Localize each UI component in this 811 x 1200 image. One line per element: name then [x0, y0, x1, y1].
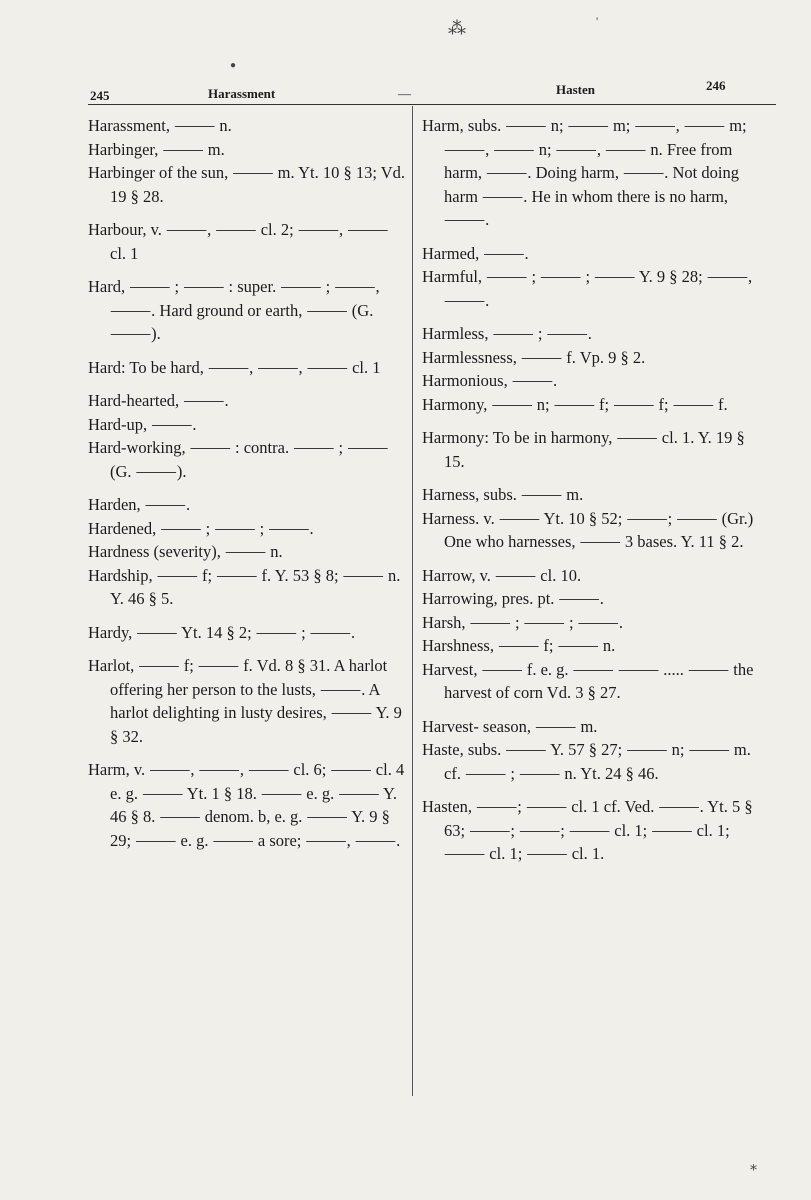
- entry-hardy: Hardy, ⸻ Yt. 14 § 2; ⸻ ; ⸻.: [88, 622, 356, 642]
- scan-speck: ●: [230, 60, 237, 71]
- entry-hardship: Hardship, ⸻ f; ⸻ f. Y. 53 § 8; ⸻ n. Y. 46 § 5.: [88, 565, 401, 608]
- entry-harassment: Harassment, ⸻ n.: [88, 116, 232, 135]
- entry-harvest-season: Harvest- season, ⸻ m.: [422, 716, 598, 736]
- header-dash: —: [398, 86, 411, 101]
- entry-hard-hearted: Hard-hearted, ⸻.: [88, 391, 229, 410]
- entry-harbinger-of-the-sun: Harbinger of the sun, ⸻ m. Yt. 10 § 13; Vd. 19 § 28.: [88, 163, 406, 206]
- guide-word-right: Hasten: [556, 82, 595, 97]
- guide-word-left: Harassment: [208, 86, 276, 101]
- entry-hardened: Hardened, ⸻ ; ⸻ ; ⸻.: [88, 518, 314, 538]
- entry-hard-to-be-hard: Hard: To be hard, ⸻, ⸻, ⸻ cl. 1: [88, 357, 381, 377]
- entry-harmful: Harmful, ⸻ ; ⸻ ; ⸻ Y. 9 § 28; ⸻, ⸻.: [422, 267, 753, 310]
- entry-harness-verb: Harness. v. ⸻ Yt. 10 § 52; ⸻; ⸻ (Gr.) One who harnesses, ⸻ 3 bases. Y. 11 § 2.: [422, 508, 754, 551]
- entry-hard-working: Hard-working, ⸻ : contra. ⸻ ; ⸻ (G. ⸻).: [88, 438, 389, 481]
- entry-harm-subs: Harm, subs. ⸻ n; ⸻ m; ⸻, ⸻ m; ⸻, ⸻ n; ⸻, ⸻ n. Free from harm, ⸻. Doing harm, ⸻. Not doing harm ⸻. He in whom there is no harm, ⸻.: [422, 116, 747, 229]
- entry-harness-subs: Harness, subs. ⸻ m.: [422, 485, 584, 504]
- header-rule: [88, 104, 776, 105]
- entry-harsh: Harsh, ⸻ ; ⸻ ; ⸻.: [422, 612, 623, 632]
- page-number-right: 246: [706, 78, 726, 93]
- entry-hasten: Hasten, ⸻; ⸻ cl. 1 cf. Ved. ⸻. Yt. 5 § 63; ⸻; ⸻; ⸻ cl. 1; ⸻ cl. 1; ⸻ cl. 1; ⸻ cl. 1.: [422, 797, 753, 863]
- entry-harmonious: Harmonious, ⸻.: [422, 371, 558, 390]
- left-column: [88, 114, 406, 852]
- entry-hard-up: Hard-up, ⸻.: [88, 414, 197, 434]
- scan-speck: ⁂: [448, 18, 466, 38]
- scan-speck: ⁎: [750, 1159, 757, 1174]
- entry-harrow: Harrow, v. ⸻ cl. 10.: [422, 565, 582, 585]
- scan-speck: ': [596, 14, 599, 28]
- page-number-left: 245: [90, 88, 110, 103]
- entry-harmed: Harmed, ⸻.: [422, 243, 529, 263]
- entry-harden: Harden, ⸻.: [88, 495, 191, 514]
- entry-harshness: Harshness, ⸻ f; ⸻ n.: [422, 636, 616, 655]
- entry-harmlessness: Harmlessness, ⸻ f. Vp. 9 § 2.: [422, 347, 646, 367]
- entry-harvest: Harvest, ⸻ f. e. g. ⸻ ⸻ ..... ⸻ the harvest of corn Vd. 3 § 27.: [422, 659, 754, 702]
- entry-harmony-to-be: Harmony: To be in harmony, ⸻ cl. 1. Y. 19 § 15.: [422, 428, 745, 471]
- entry-hardness: Hardness (severity), ⸻ n.: [88, 542, 283, 561]
- right-column: [422, 114, 760, 866]
- entry-harlot: Harlot, ⸻ f; ⸻ f. Vd. 8 § 31. A harlot offering her person to the lusts, ⸻. A harlot delighting in lusty desires, ⸻ Y. 9 § 32.: [88, 656, 402, 746]
- entry-hard: Hard, ⸻ ; ⸻ : super. ⸻ ; ⸻, ⸻. Hard ground or earth, ⸻ (G. ⸻).: [88, 277, 380, 343]
- entry-harbinger: Harbinger, ⸻ m.: [88, 139, 225, 159]
- column-divider: [412, 106, 413, 1096]
- entry-harbour: Harbour, v. ⸻, ⸻ cl. 2; ⸻, ⸻ cl. 1: [88, 220, 389, 263]
- entry-harm-verb: Harm, v. ⸻, ⸻, ⸻ cl. 6; ⸻ cl. 4 e. g. ⸻ Yt. 1 § 18. ⸻ e. g. ⸻ Y. 46 § 8. ⸻ denom. b, e. g. ⸻ Y. 9 § 29; ⸻ e. g. ⸻ a sore; ⸻, ⸻.: [88, 760, 405, 850]
- entry-harmless: Harmless, ⸻ ; ⸻.: [422, 324, 592, 343]
- running-header: [0, 78, 811, 106]
- entry-haste: Haste, subs. ⸻ Y. 57 § 27; ⸻ n; ⸻ m. cf. ⸻ ; ⸻ n. Yt. 24 § 46.: [422, 740, 751, 783]
- entry-harmony: Harmony, ⸻ n; ⸻ f; ⸻ f; ⸻ f.: [422, 394, 728, 414]
- entry-harrowing: Harrowing, pres. pt. ⸻.: [422, 589, 604, 608]
